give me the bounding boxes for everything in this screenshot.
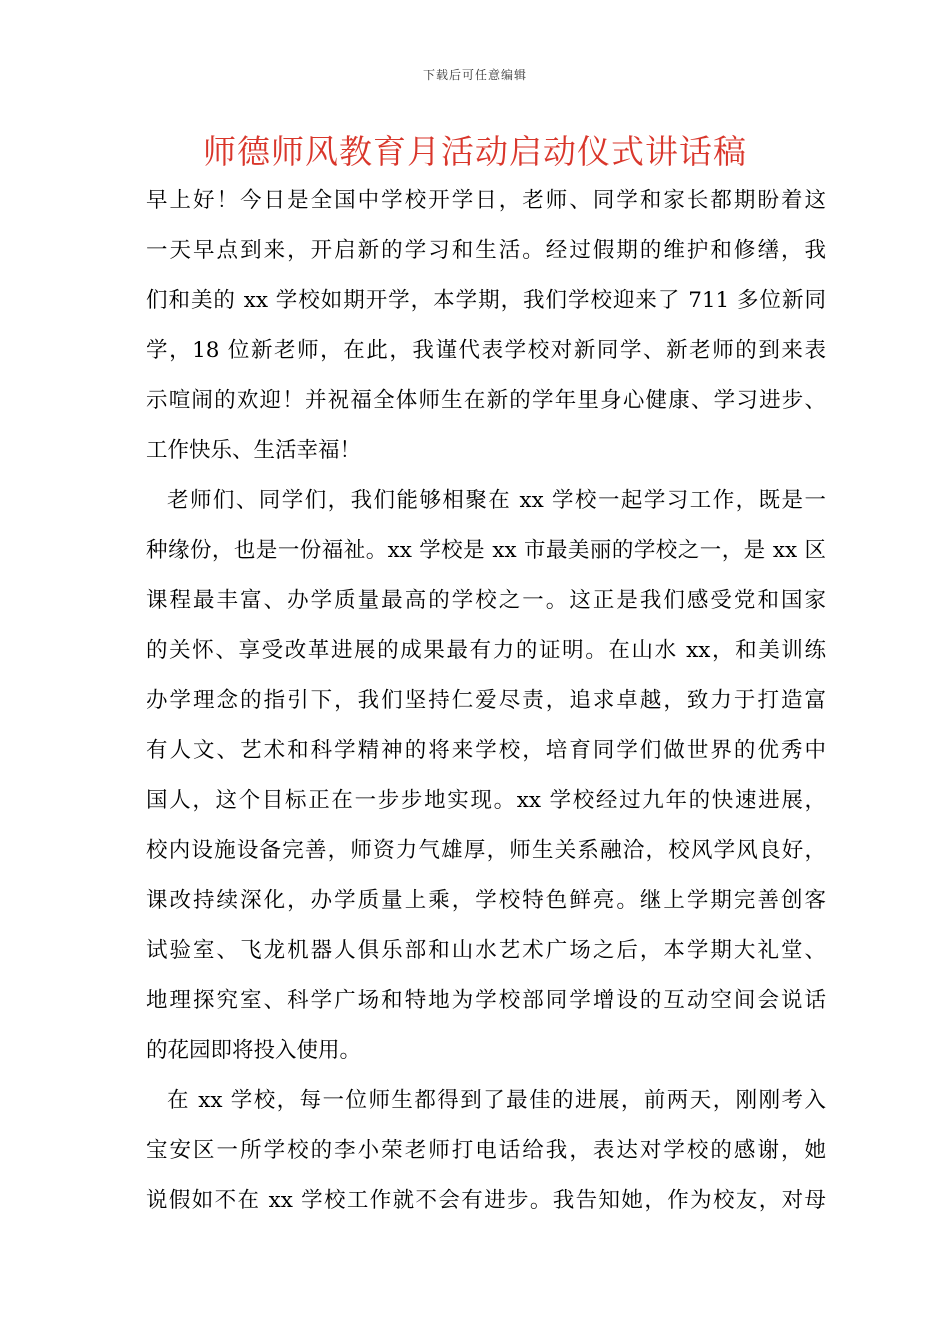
body-line-20: 宝安区一所学校的李小荣老师打电话给我，表达对学校的感谢，她 xyxy=(146,1138,826,1163)
document-title: 师德师风教育月活动启动仪式讲话稿 xyxy=(203,132,747,171)
body-line-9: 课程最丰富、办学质量最高的学校之一。这正是我们感受党和国家 xyxy=(146,588,826,613)
body-line-2: 一天早点到来，开启新的学习和生活。经过假期的维护和修缮，我 xyxy=(146,238,826,263)
body-line-17: 地理探究室、科学广场和特地为学校部同学增设的互动空间会说话 xyxy=(146,988,826,1013)
body-line-16: 试验室、飞龙机器人俱乐部和山水艺术广场之后，本学期大礼堂、 xyxy=(146,938,826,963)
body-line-7: 老师们、同学们，我们能够相聚在 xx 学校一起学习工作，既是一 xyxy=(167,488,826,513)
body-line-19: 在 xx 学校，每一位师生都得到了最佳的进展，前两天，刚刚考入 xyxy=(167,1088,826,1113)
body-line-5: 示喧闹的欢迎！并祝福全体师生在新的学年里身心健康、学习进步、 xyxy=(146,388,826,413)
body-line-11: 办学理念的指引下，我们坚持仁爱尽责，追求卓越，致力于打造富 xyxy=(146,688,826,713)
body-line-3: 们和美的 xx 学校如期开学，本学期，我们学校迎来了 711 多位新同 xyxy=(146,288,826,313)
body-line-21: 说假如不在 xx 学校工作就不会有进步。我告知她，作为校友，对母 xyxy=(146,1188,826,1213)
body-line-12: 有人文、艺术和科学精神的将来学校，培育同学们做世界的优秀中 xyxy=(146,738,826,763)
header-note: 下载后可任意编辑 xyxy=(422,68,527,82)
body-line-13: 国人，这个目标正在一步步地实现。xx 学校经过九年的快速进展， xyxy=(146,788,826,813)
body-line-6: 工作快乐、生活幸福！ xyxy=(146,438,362,463)
body-line-4: 学，18 位新老师，在此，我谨代表学校对新同学、新老师的到来表 xyxy=(146,338,826,363)
body-line-1: 早上好！今日是全国中学校开学日，老师、同学和家长都期盼着这 xyxy=(146,188,826,213)
body-line-14: 校内设施设备完善，师资力气雄厚，师生关系融洽，校风学风良好， xyxy=(146,838,826,863)
body-line-10: 的关怀、享受改革进展的成果最有力的证明。在山水 xx，和美训练 xyxy=(146,638,826,663)
body-line-15: 课改持续深化，办学质量上乘，学校特色鲜亮。继上学期完善创客 xyxy=(146,888,826,913)
body-line-8: 种缘份，也是一份福祉。xx 学校是 xx 市最美丽的学校之一，是 xx 区 xyxy=(146,538,826,563)
document-body xyxy=(146,183,826,1233)
body-line-18: 的花园即将投入使用。 xyxy=(146,1038,362,1063)
